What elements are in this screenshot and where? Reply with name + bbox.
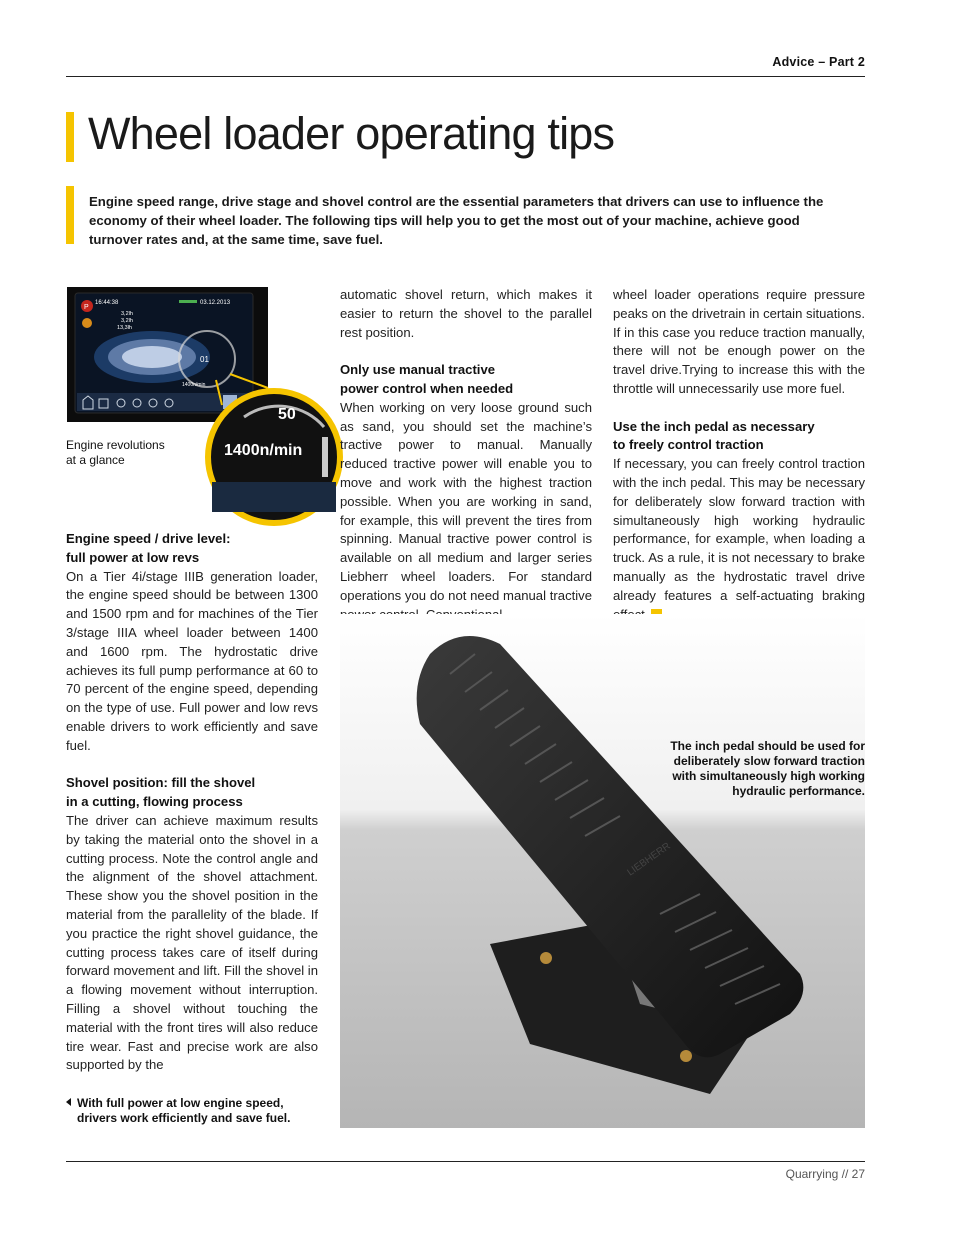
column-2 <box>340 286 592 624</box>
paragraph-pressure-peaks: wheel loader operations require pressure peaks on the drivetrain in certain situations. If in this case you reduce traction manually, there will not be enough power on the travel drive.Trying to increase this with the throttle will unnecessarily use more fuel. <box>613 287 865 396</box>
warning-icon <box>82 318 92 328</box>
svg-text:P: P <box>84 304 89 311</box>
paragraph-tractive-power: When working on very loose ground such as sand, you should set the machine’s tractive power to manual. Manually reduced tractive power will enable you to move and work with the highest traction possible. When you are working in sand, for example, this will prevent the tires from spinning. Manual tractive power control is available on all medium and larger series Liebherr wheel loaders. For standard operations you do not need manual tractive <box>340 399 592 603</box>
svg-text:3,2lh: 3,2lh <box>121 311 133 317</box>
heading-engine-speed: Engine speed / drive level: full power at low revs <box>66 531 231 565</box>
page-footer: Quarrying // 27 <box>785 1167 865 1181</box>
svg-text:3,2lh: 3,2lh <box>121 318 133 324</box>
caption-engine-revolutions: Engine revolutions at a glance <box>66 438 165 467</box>
svg-text:50: 50 <box>278 406 296 423</box>
intro-accent-bar <box>66 186 74 244</box>
column-1 <box>66 530 318 1075</box>
paragraph-engine-speed: On a Tier 4i/stage IIIB generation loader, the engine speed should be between 1300 and 1500 rpm and for machines of the Tier 3/stage IIIA wheel loader between 1400 and 1600 rpm. The hydrostatic drive achieves its full pump performance at 60 to 70 percent of the engine speed, depending on the type of use. Full power and low revs enable drivers to work efficiently and save fuel. <box>66 568 318 753</box>
svg-text:LIEBHERR: LIEBHERR <box>625 840 673 879</box>
svg-text:01: 01 <box>200 355 209 364</box>
title-accent-bar <box>66 112 74 162</box>
dash-date: 03.12.2013 <box>200 300 231 306</box>
caption-full-power: With full power at low engine speed, drivers work efficiently and save fuel. <box>66 1096 336 1126</box>
page-title: Wheel loader operating tips <box>88 108 615 159</box>
paragraph-shovel-return: automatic shovel return, which makes it easier to return the shovel to the parallel rest position. <box>340 287 592 340</box>
zoom-pointer-lines <box>210 370 270 410</box>
dash-time: 16:44:38 <box>95 300 119 306</box>
svg-text:13,3lh: 13,3lh <box>117 325 132 331</box>
heading-shovel-position: Shovel position: fill the shovel in a cutting, flowing process <box>66 775 256 810</box>
caption-inch-pedal: The inch pedal should be used for deliberately slow forward traction with simultaneously high working hydraulic performance. <box>670 739 865 798</box>
intro-text: Engine speed range, drive stage and shovel control are the essential parameters that drivers can use to influence the economy of their wheel loader. The following tips will help you to get the most out of your machine, achieve good turnover rates and, at the same time, save fuel. <box>89 194 824 247</box>
svg-text:1400n/min: 1400n/min <box>182 382 206 388</box>
header-rule <box>66 76 865 77</box>
footer-rule <box>66 1161 865 1162</box>
inch-pedal-photo <box>340 614 865 1128</box>
paragraph-inch-pedal: If necessary, you can freely control traction with the inch pedal. This may be necessary for deliberately slow forward traction with simultaneously high working hydraulic performance, for example, when loading a truck. As a rule, it is not necessary to brake manually as the hydrostatic travel drive already features a self-actuating braking <box>613 455 865 624</box>
column-3 <box>613 286 865 624</box>
section-tag: Advice – Part 2 <box>772 55 865 69</box>
left-arrow-icon <box>66 1098 71 1106</box>
heading-inch-pedal: Use the inch pedal as necessary to freely control traction <box>613 418 815 453</box>
heading-tractive-power: Only use manual tractive power control when needed <box>340 362 514 396</box>
paragraph-shovel-position: The driver can achieve maximum results by taking the material onto the shovel in a cutting process. Note the control angle and the alignment of the shovel attachment. These show you the shovel position in the material from the parallelity of the blade. If you practice the right shovel guidance, the cutting process takes care of itself during forward movement and lift. Fill the shovel in a flowing movement without interruption. Filling a shovel without touching the material with the front tires will also reduce tire wear. Fast and precise work are also supported by the <box>66 812 318 1073</box>
svg-text:1400n/min: 1400n/min <box>224 442 303 459</box>
